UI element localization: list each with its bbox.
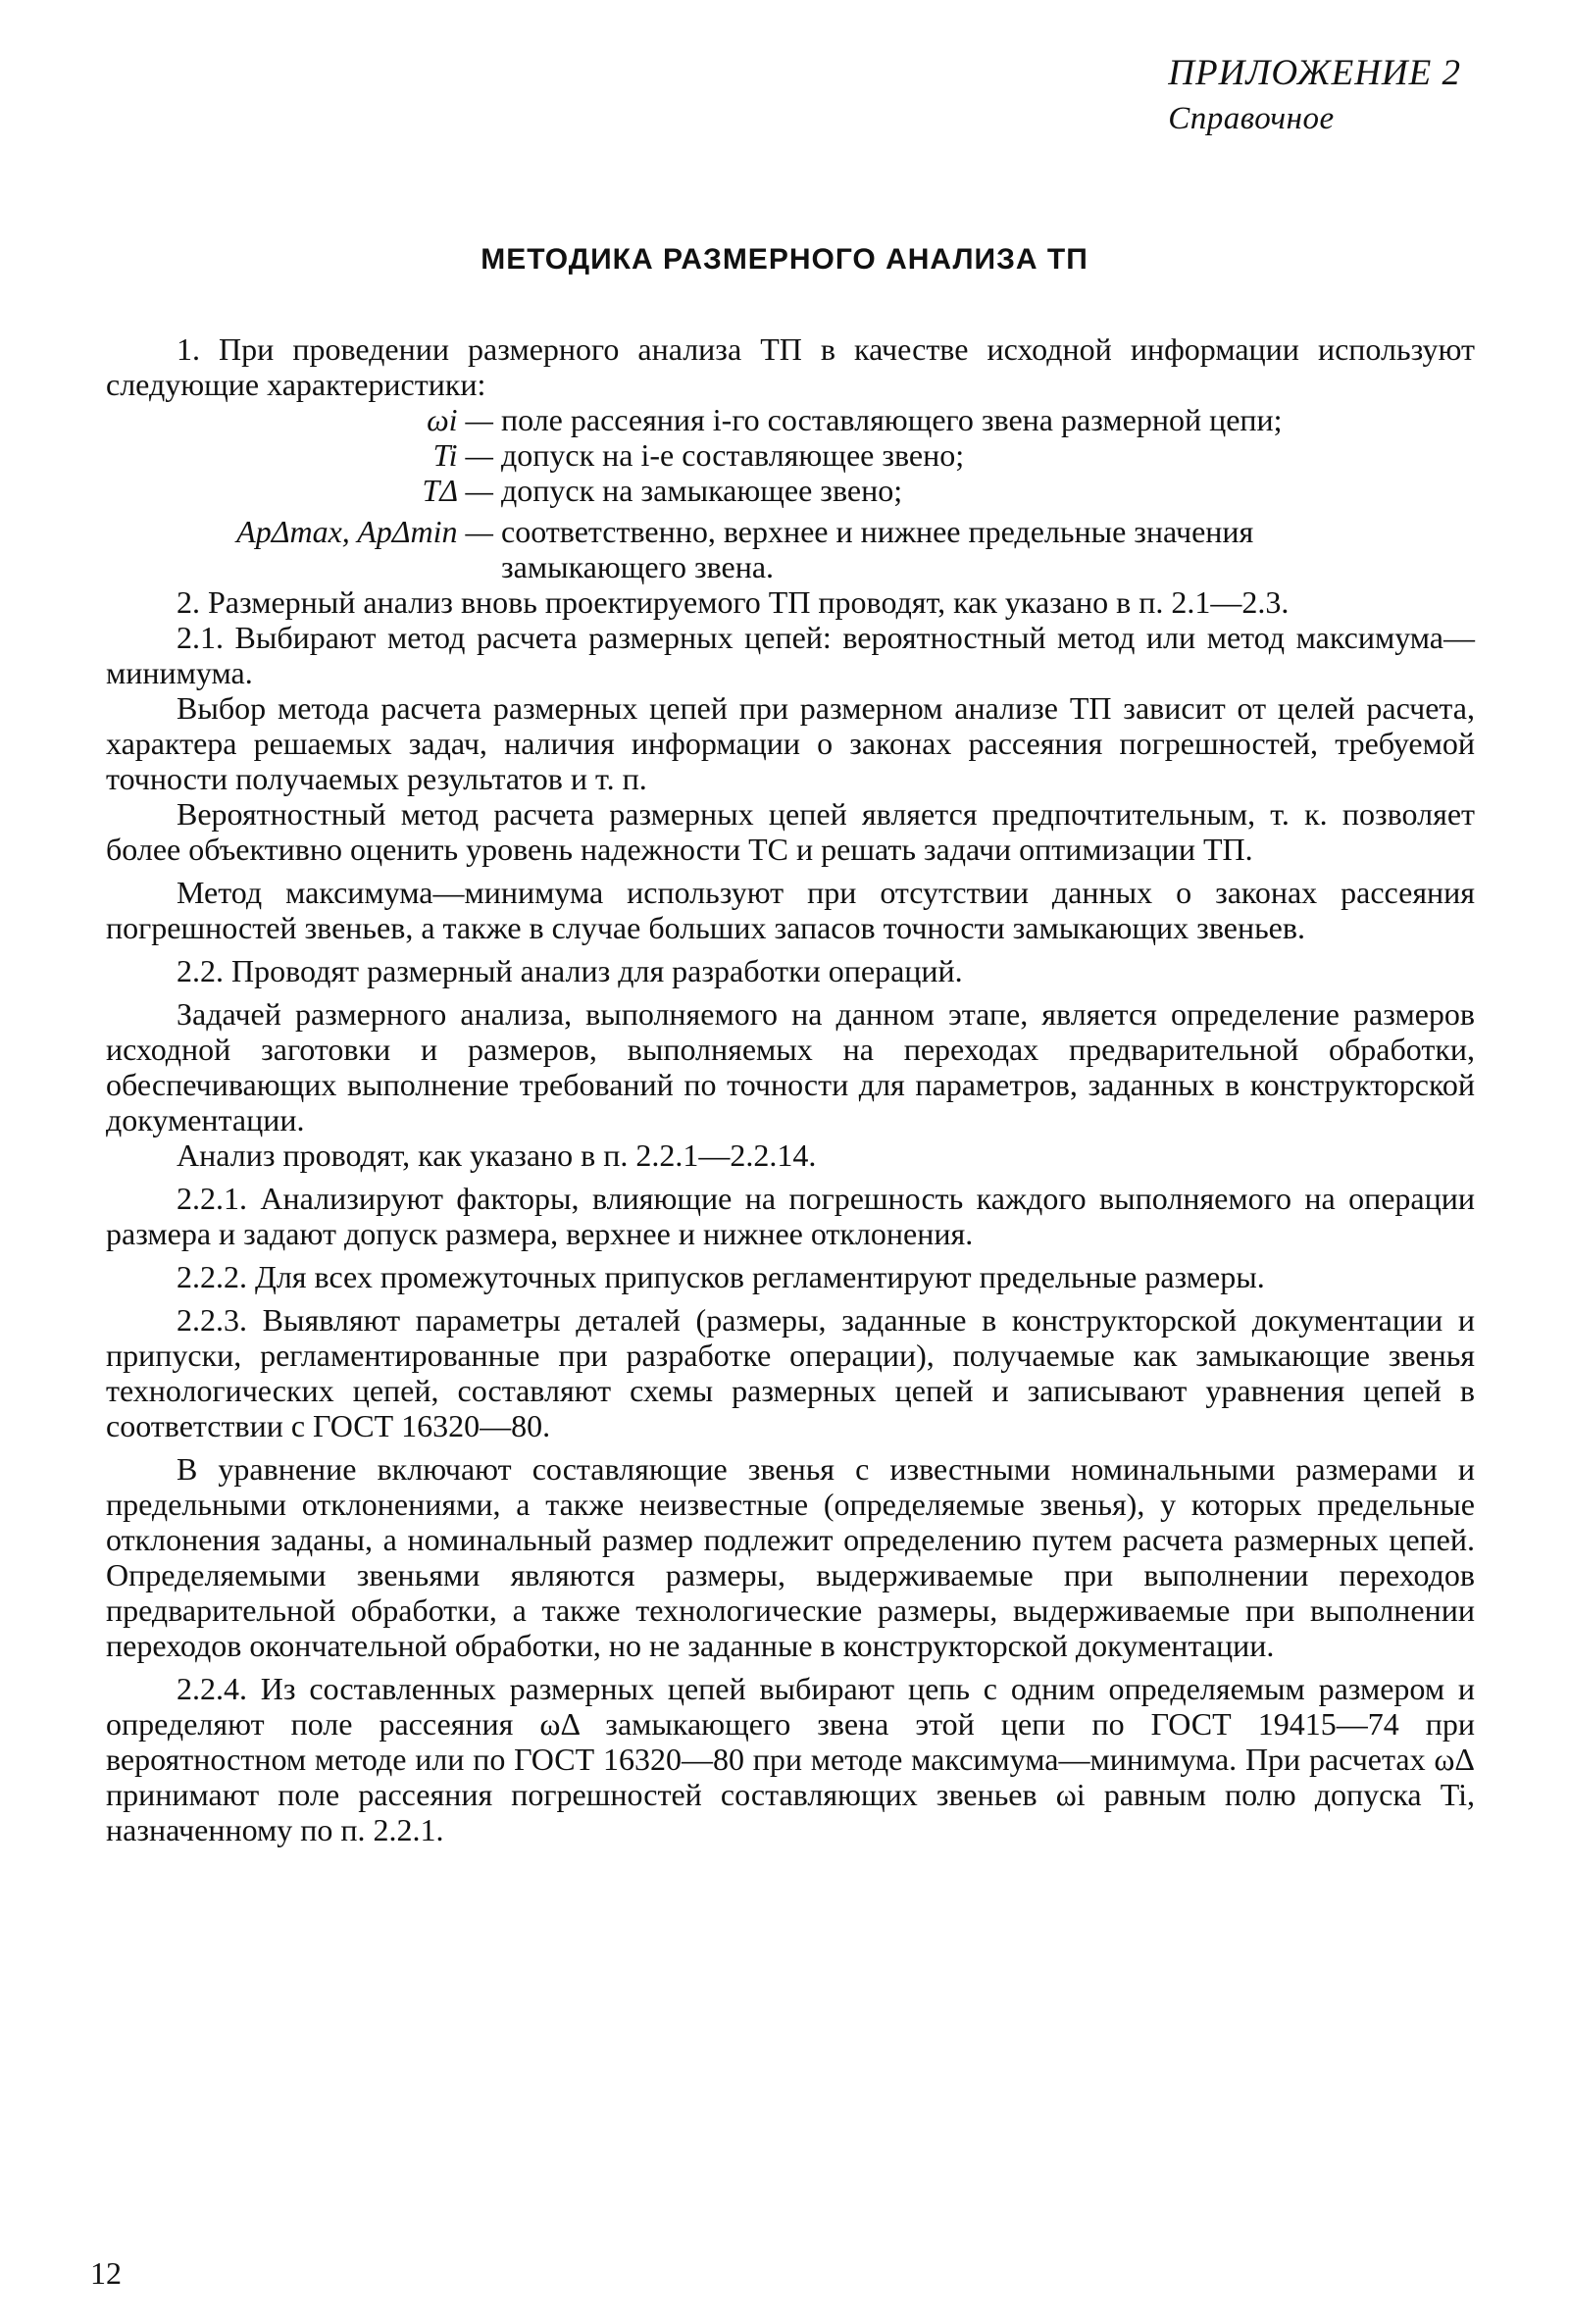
appendix-label: ПРИЛОЖЕНИЕ 2 bbox=[1168, 53, 1461, 93]
paragraph: Вероятностный метод расчета размерных цепей является предпочтительным, т. к. позволяет более объективно оценить уровень надежности ТС и решать задачи оптимизации ТП. bbox=[106, 796, 1475, 867]
paragraph: 2.2.2. Для всех промежуточных припусков регламентируют предельные размеры. bbox=[177, 1259, 1265, 1294]
paragraph: Анализ проводят, как указано в п. 2.2.1—2.2.14. bbox=[177, 1137, 817, 1173]
page-number: 12 bbox=[90, 2255, 122, 2291]
definition-symbol: ApΔmax, ApΔmin — bbox=[236, 514, 493, 549]
definition-row bbox=[106, 437, 1475, 473]
document-body bbox=[106, 331, 1475, 1847]
definition-row bbox=[106, 473, 1475, 508]
paragraph: 2.2. Проводят размерный анализ для разработки операций. bbox=[177, 953, 963, 988]
paragraph: Выбор метода расчета размерных цепей при размерном анализе ТП зависит от целей расчета, характера решаемых задач, наличия информации о законах рассеяния погрешностей, требуемой точности получаемых результатов и т. п. bbox=[106, 690, 1475, 796]
definition-text: допуск на i-е составляющее звено; bbox=[501, 437, 965, 473]
definition-text: поле рассеяния i-го составляющего звена размерной цепи; bbox=[501, 402, 1283, 437]
paragraph: 2. Размерный анализ вновь проектируемого ТП проводят, как указано в п. 2.1—2.3. bbox=[177, 584, 1290, 620]
paragraph: 2.1. Выбирают метод расчета размерных цепей: вероятностный метод или метод максимума—минимума. bbox=[106, 620, 1475, 690]
paragraph: Метод максимума—минимума используют при отсутствии данных о законах рассеяния погрешностей звеньев, а также в случае больших запасов точности замыкающих звеньев. bbox=[106, 875, 1475, 945]
definition-row bbox=[106, 514, 1475, 549]
definition-continuation: замыкающего звена. bbox=[501, 549, 775, 584]
appendix-reference-label: Справочное bbox=[1168, 101, 1335, 136]
paragraph-1-intro: 1. При проведении размерного анализа ТП в качестве исходной информации используют следующие характеристики: bbox=[106, 331, 1475, 402]
paragraph: Задачей размерного анализа, выполняемого на данном этапе, является определение размеров исходной заготовки и размеров, выполняемых на переходах предварительной обработки, обеспечивающих выполнение требований по точности для параметров, заданных в конструкторской документации. bbox=[106, 996, 1475, 1137]
definition-symbol: TΔ — bbox=[422, 473, 493, 508]
definition-text: допуск на замыкающее звено; bbox=[501, 473, 903, 508]
appendix-header bbox=[1168, 51, 1461, 141]
definition-row bbox=[106, 402, 1475, 437]
document-title: МЕТОДИКА РАЗМЕРНОГО АНАЛИЗА ТП bbox=[481, 243, 1088, 276]
paragraph: 2.2.3. Выявляют параметры деталей (размеры, заданные в конструкторской документации и припуски, регламентированные при разработке операции), получаемые как замыкающие звенья технологических цепей, составляют схемы размерных цепей и записывают уравнения цепей в соответствии с ГОСТ 16320—80. bbox=[106, 1302, 1475, 1443]
definition-text: соответственно, верхнее и нижнее предельные значения bbox=[501, 514, 1254, 549]
definition-symbol: Ti — bbox=[432, 437, 493, 473]
paragraph: В уравнение включают составляющие звенья с известными номинальными размерами и предельными отклонениями, а также неизвестные (определяемые звенья), у которых предельные отклонения заданы, а номинальный размер подлежит определению путем расчета размерных цепей. Определяемыми звеньями являются размеры, выдерживаемые при выполнении переходов предварительной обработки, а также технологические размеры, выдерживаемые при выполнении переходов окончательной обработки, но не заданные в конструкторской документации. bbox=[106, 1451, 1475, 1663]
characteristics-list bbox=[106, 402, 1475, 584]
paragraph: 2.2.1. Анализируют факторы, влияющие на погрешность каждого выполняемого на операции размера и задают допуск размера, верхнее и нижнее отклонения. bbox=[106, 1181, 1475, 1251]
paragraph: 2.2.4. Из составленных размерных цепей выбирают цепь с одним определяемым размером и определяют поле рассеяния ωΔ замыкающего звена этой цепи по ГОСТ 19415—74 при вероятностном методе или по ГОСТ 16320—80 при методе максимума—минимума. При расчетах ωΔ принимают поле рассеяния погрешностей составляющих звеньев ωi равным полю допуска Ti, назначенному по п. 2.2.1. bbox=[106, 1671, 1475, 1847]
definition-symbol: ωi — bbox=[427, 402, 493, 437]
